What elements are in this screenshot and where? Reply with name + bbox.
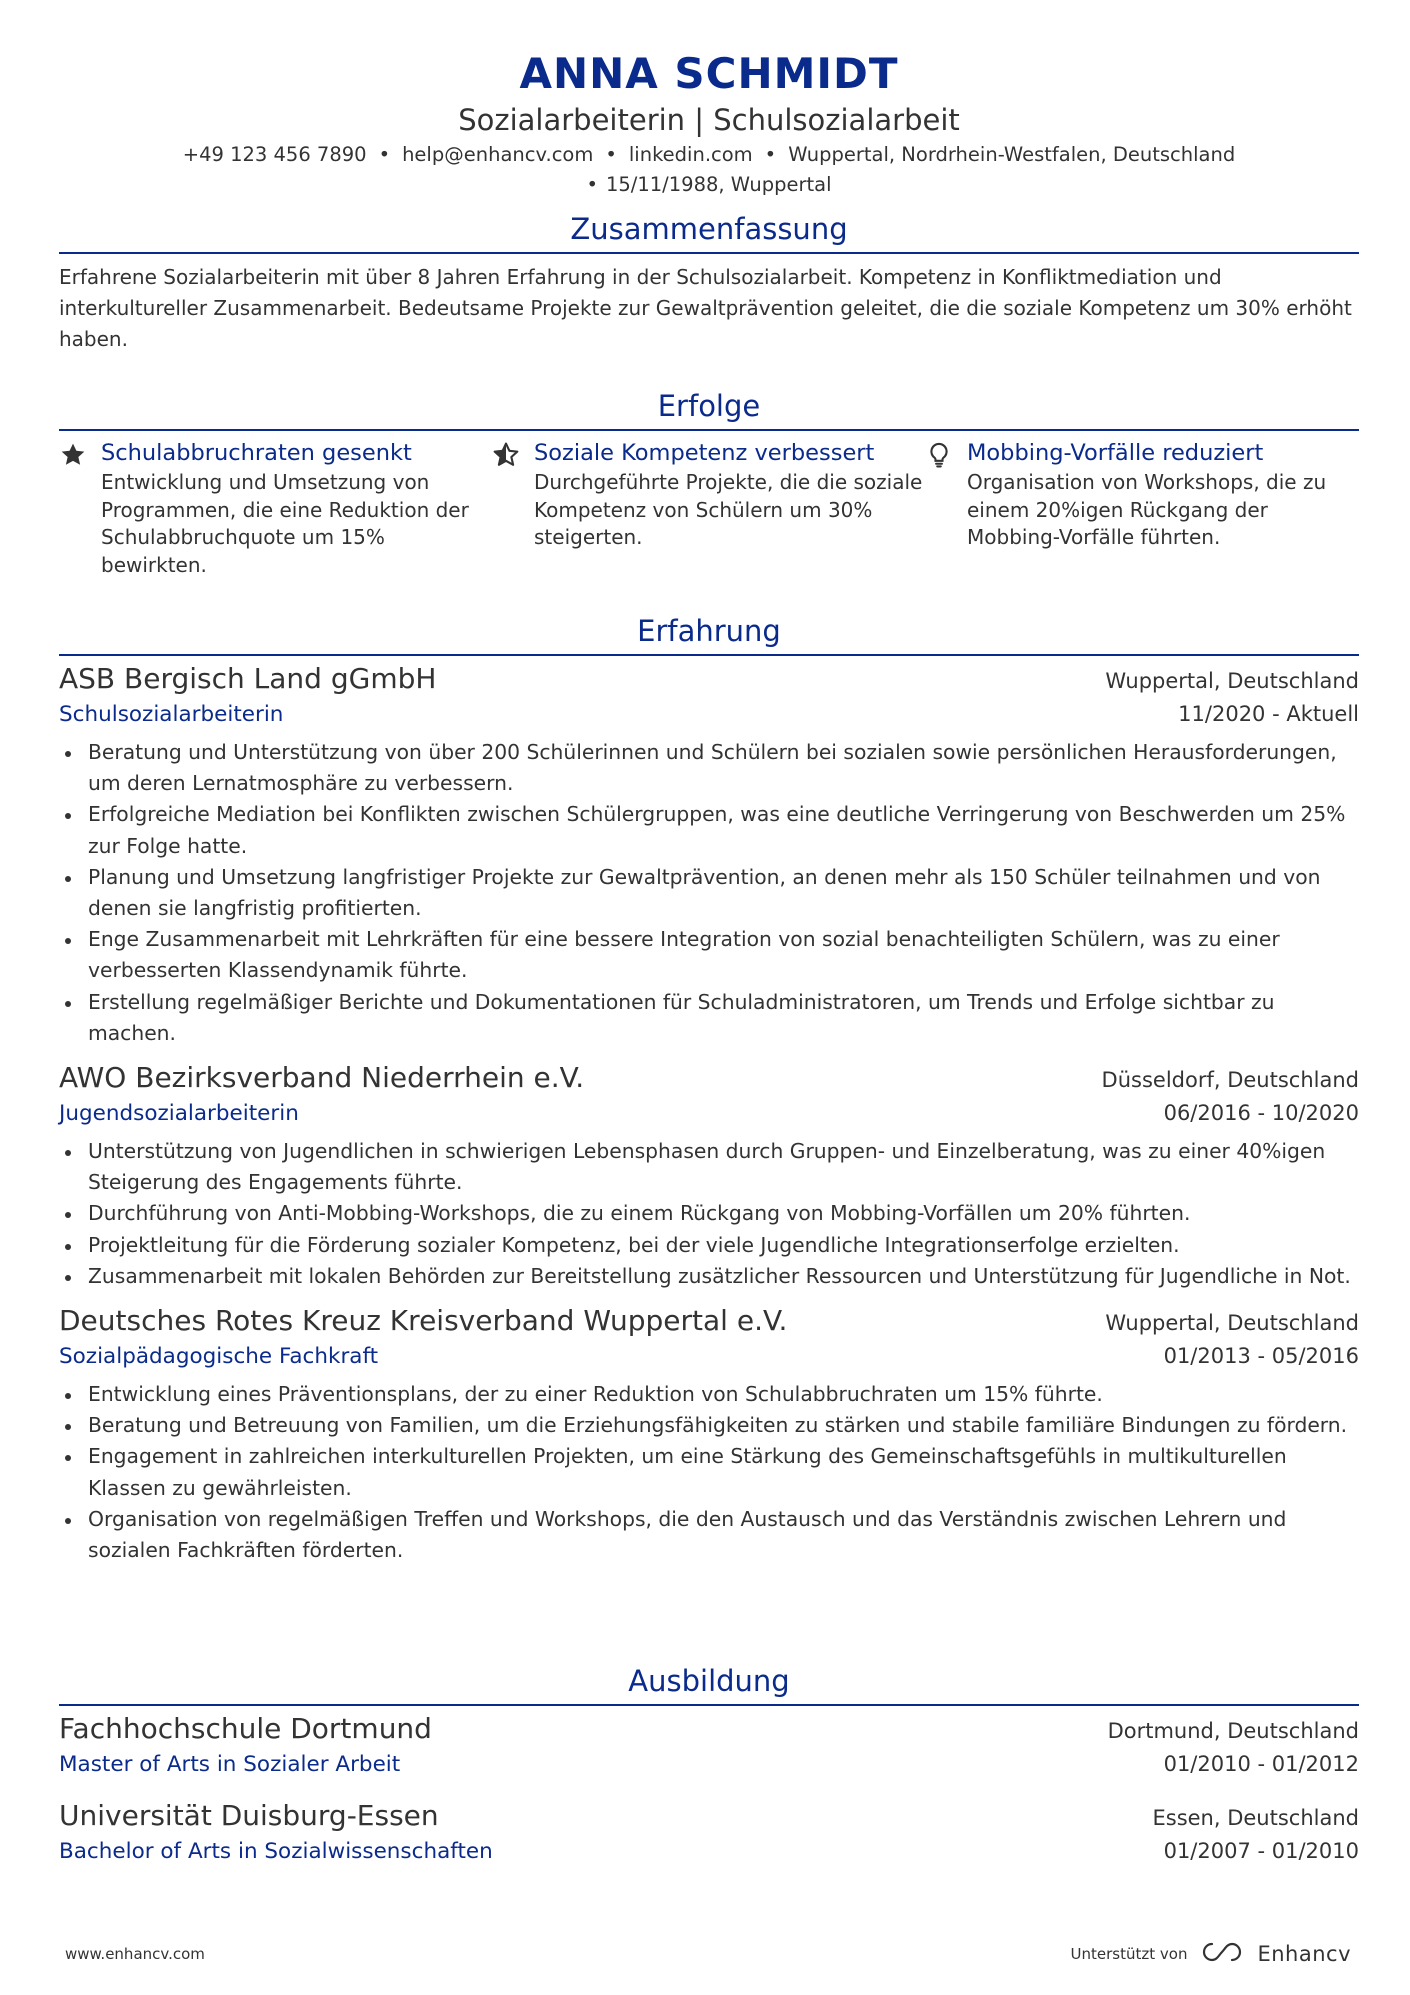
achievements-row [59,437,1359,579]
bullet-item: Erstellung regelmäßiger Berichte und Dokumentationen für Schuladministratoren, um Trends und Erfolge sichtbar zu machen. [59,987,1359,1049]
section-divider [59,654,1359,656]
degree-name: Master of Arts in Sozialer Arbeit [59,1752,401,1777]
company-name: AWO Bezirksverband Niederrhein e.V. [59,1061,585,1095]
section-title-summary: Zusammenfassung [570,212,848,246]
footer-brand [1071,1940,1351,1968]
job-dates: 11/2020 - Aktuell [1178,702,1359,726]
job-bullets [59,737,1359,1049]
bullet-item: Zusammenarbeit mit lokalen Behörden zur Bereitstellung zusätzlicher Ressourcen und Unterstützung für Jugendliche in Not. [59,1261,1359,1292]
separator-dot: • [605,143,617,166]
job-entry [59,1059,1359,1292]
powered-by-text: Unterstützt von [1070,1945,1188,1963]
section-divider [59,1704,1359,1706]
email-link[interactable]: help@enhancv.com [402,143,594,166]
achievement-desc: Entwicklung und Umsetzung von Programmen, die eine Reduktion der Schulabbruchquote um 15% bewirkten. [101,470,469,577]
footer-website-link[interactable]: www.enhancv.com [65,1945,205,1963]
experience-section [59,612,1359,1566]
job-entry [59,1302,1359,1566]
company-name: Deutsches Rotes Kreuz Kreisverband Wuppertal e.V. [59,1304,788,1338]
section-title-achievements: Erfolge [657,389,761,423]
education-entry [59,1797,1359,1868]
summary-section [59,210,1359,355]
school-name: Fachhochschule Dortmund [59,1712,432,1745]
job-dates: 06/2016 - 10/2020 [1163,1101,1359,1126]
education-section [59,1662,1359,1868]
job-role: Sozialpädagogische Fachkraft [59,1344,379,1370]
bullet-item: Beratung und Betreuung von Familien, um die Erziehungsfähigkeiten zu stärken und stabile familiäre Bindungen zu fördern. [59,1410,1359,1441]
achievement-title: Schulabbruchraten gesenkt [101,440,412,466]
linkedin-link[interactable]: linkedin.com [628,143,753,166]
section-title-education: Ausbildung [628,1664,790,1698]
job-entry [59,660,1359,1049]
summary-text: Erfahrene Sozialarbeiterin mit über 8 Jahren Erfahrung in der Schulsozialarbeit. Kompetenz in Konfliktmediation und interkultureller Zusammenarbeit. Bedeutsame Projekte zur Gewaltprävention geleitet, die die soziale Kompetenz um 30% erhöht haben. [59,265,1352,351]
job-role: Jugendsozialarbeiterin [59,1101,299,1127]
bullet-item: Beratung und Unterstützung von über 200 Schülerinnen und Schülern bei sozialen sowie persönlichen Herausforderungen, um deren Lernatmosphäre zu verbessern. [59,737,1359,799]
school-name: Universität Duisburg-Essen [59,1799,439,1832]
separator-dot: • [378,143,391,166]
job-location: Wuppertal, Deutschland [1105,669,1359,693]
achievement-item [59,437,492,579]
candidate-headline: Sozialarbeiterin | Schulsozialarbeit [458,103,960,137]
candidate-name: ANNA SCHMIDT [519,49,899,98]
achievement-item [492,437,925,579]
bullet-item: Organisation von regelmäßigen Treffen und Workshops, die den Austausch und das Verständnis zwischen Lehrern und sozialen Fachkräften förderten. [59,1504,1359,1566]
contact-line [59,140,1359,170]
job-bullets [59,1136,1359,1292]
company-name: ASB Bergisch Land gGmbH [59,662,437,695]
brand-name: Enhancv [1257,1942,1351,1966]
school-location: Essen, Deutschland [1152,1806,1359,1830]
bullet-item: Entwicklung eines Präventionsplans, der zu einer Reduktion von Schulabbruchraten um 15% führte. [59,1379,1359,1410]
job-dates: 01/2013 - 05/2016 [1163,1344,1359,1369]
separator-dot: • [764,143,777,166]
location-text: Wuppertal, Nordrhein-Westfalen, Deutschland [788,143,1236,166]
achievement-item [925,437,1358,579]
job-role: Schulsozialarbeiterin [59,702,284,727]
bullet-item: Enge Zusammenarbeit mit Lehrkräften für eine bessere Integration von sozial benachteiligten Schülern, was zu einer verbesserten Klassendynamik führte. [59,924,1359,986]
lightbulb-icon [925,437,967,579]
star-icon [59,437,101,579]
enhancv-logo-icon [1199,1940,1245,1968]
achievement-title: Soziale Kompetenz verbessert [534,440,875,466]
bullet-item: Unterstützung von Jugendlichen in schwierigen Lebensphasen durch Gruppen- und Einzelberatung, was zu einer 40%igen Steigerung des Engagements führte. [59,1136,1359,1198]
job-location: Düsseldorf, Deutschland [1101,1068,1359,1093]
section-title-experience: Erfahrung [637,614,781,648]
education-dates: 01/2007 - 01/2010 [1163,1839,1359,1863]
resume-header [59,48,1359,200]
school-location: Dortmund, Deutschland [1107,1719,1359,1743]
achievements-section [59,387,1359,579]
bullet-item: Projektleitung für die Förderung sozialer Kompetenz, bei der viele Jugendliche Integrationserfolge erzielten. [59,1230,1359,1261]
page-footer [65,1940,1351,1968]
phone-text: +49 123 456 7890 [182,143,367,166]
job-bullets [59,1379,1359,1566]
star-half-icon [492,437,534,579]
achievement-desc: Organisation von Workshops, die zu einem 20%igen Rückgang der Mobbing-Vorfälle führten. [967,470,1327,549]
section-divider [59,429,1359,431]
bullet-item: Durchführung von Anti-Mobbing-Workshops, die zu einem Rückgang von Mobbing-Vorfällen um 20% führten. [59,1198,1359,1229]
contact-line-2 [59,170,1359,200]
birth-text: 15/11/1988, Wuppertal [605,173,832,196]
bullet-item: Planung und Umsetzung langfristiger Projekte zur Gewaltprävention, an denen mehr als 150 Schüler teilnahmen und von denen sie langfristig profitierten. [59,862,1359,924]
bullet-item: Erfolgreiche Mediation bei Konflikten zwischen Schülergruppen, was eine deutliche Verringerung von Beschwerden um 25% zur Folge hatte. [59,799,1359,861]
education-dates: 01/2010 - 01/2012 [1163,1752,1359,1776]
achievement-title: Mobbing-Vorfälle reduziert [967,440,1264,466]
bullet-item: Engagement in zahlreichen interkulturellen Projekten, um eine Stärkung des Gemeinschaftsgefühls in multikulturellen Klassen zu gewährleisten. [59,1441,1359,1503]
education-entry [59,1710,1359,1781]
achievement-desc: Durchgeführte Projekte, die die soziale Kompetenz von Schülern um 30% steigerten. [534,470,923,549]
separator-dot: • [586,173,598,196]
degree-name: Bachelor of Arts in Sozialwissenschaften [59,1839,493,1864]
job-location: Wuppertal, Deutschland [1105,1311,1359,1336]
section-divider [59,252,1359,254]
